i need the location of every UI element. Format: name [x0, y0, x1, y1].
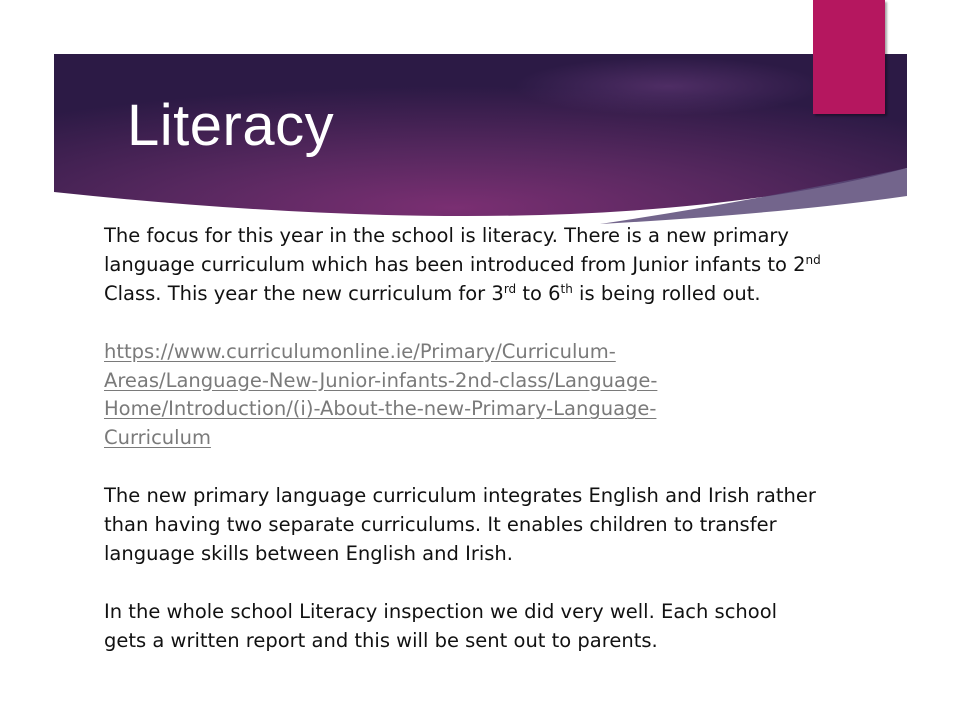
accent-tab [813, 0, 885, 114]
link-line-4[interactable]: Curriculum [104, 426, 211, 450]
slide-body [104, 222, 824, 656]
integration-paragraph: The new primary language curriculum integrates English and Irish rather than having two separate curriculums. It enables children to transfer language skills between English and Irish. [104, 484, 816, 565]
link-line-2[interactable]: Areas/Language-New-Junior-infants-2nd-class/Language- [104, 368, 658, 392]
intro-text-1: The focus for this year in the school is literacy. There is a new primary language curriculum which has been introduced from Junior infants to 2 [104, 224, 806, 276]
intro-text-2: Class. This year the new curriculum for 3 [104, 281, 504, 305]
inspection-paragraph: In the whole school Literacy inspection we did very well. Each school gets a written report and this will be sent out to parents. [104, 599, 778, 652]
slide-title: Literacy [127, 93, 335, 158]
link-line-3[interactable]: Home/Introduction/(i)-About-the-new-Primary-Language- [104, 397, 657, 421]
superscript-rd: rd [503, 281, 517, 296]
intro-text-3: to 6 [516, 281, 561, 305]
curriculum-link[interactable] [104, 338, 824, 454]
link-line-1[interactable]: https://www.curriculumonline.ie/Primary/Curriculum- [104, 339, 616, 363]
intro-paragraph [104, 222, 824, 309]
superscript-th: th [560, 281, 573, 296]
intro-text-4: is being rolled out. [572, 281, 761, 305]
superscript-nd: nd [805, 252, 821, 267]
